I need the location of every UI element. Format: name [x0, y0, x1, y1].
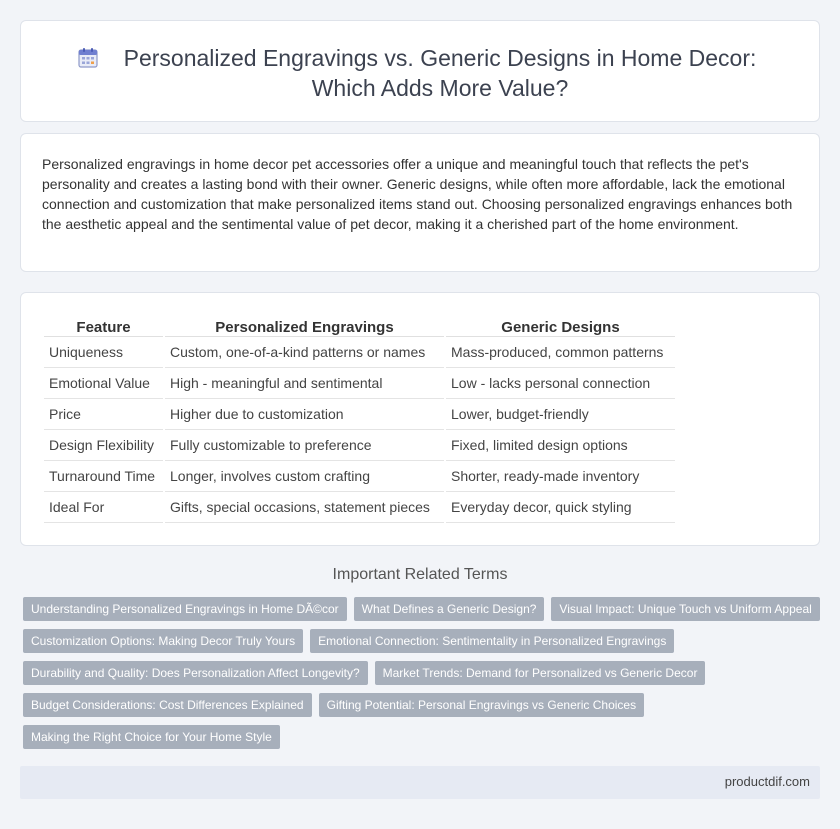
related-term-tag[interactable]: Making the Right Choice for Your Home Style	[23, 725, 280, 749]
related-term-tag[interactable]: Understanding Personalized Engravings in Home DÃ©cor	[23, 597, 347, 621]
table-cell: Price	[44, 399, 163, 430]
table-cell: Lower, budget-friendly	[446, 399, 675, 430]
table-cell: Emotional Value	[44, 368, 163, 399]
related-terms-heading: Important Related Terms	[332, 566, 508, 583]
column-header-generic: Generic Designs	[446, 316, 675, 337]
table-row	[44, 399, 675, 430]
related-term-tag[interactable]: Budget Considerations: Cost Differences Explained	[23, 693, 312, 717]
comparison-card	[20, 292, 820, 546]
table-cell: Longer, involves custom crafting	[165, 461, 444, 492]
related-term-tag[interactable]: Visual Impact: Unique Touch vs Uniform Appeal	[551, 597, 819, 621]
table-row	[44, 461, 675, 492]
table-row	[44, 492, 675, 523]
table-cell: Everyday decor, quick styling	[446, 492, 675, 523]
table-cell: Design Flexibility	[44, 430, 163, 461]
related-term-tag[interactable]: Emotional Connection: Sentimentality in Personalized Engravings	[310, 629, 674, 653]
comparison-table	[42, 316, 677, 523]
related-term-tag[interactable]: What Defines a Generic Design?	[354, 597, 545, 621]
table-cell: Custom, one-of-a-kind patterns or names	[165, 337, 444, 368]
table-cell: Low - lacks personal connection	[446, 368, 675, 399]
table-cell: Turnaround Time	[44, 461, 163, 492]
footer-site-link[interactable]: productdif.com	[724, 774, 810, 789]
intro-card	[20, 133, 820, 272]
intro-paragraph: Personalized engravings in home decor pet accessories offer a unique and meaningful touch that reflects the pet's personality and creates a lasting bond with their owner. Generic designs, while often more affordable, lack the emotional connection and customization that make personalized items stand out. Choosing personalized engravings enhances both the aesthetic appeal and the sentimental value of pet decor, making it a cherished part of the home environment.	[42, 156, 793, 232]
table-cell: Gifts, special occasions, statement pieces	[165, 492, 444, 523]
table-cell: Uniqueness	[44, 337, 163, 368]
table-cell: Shorter, ready-made inventory	[446, 461, 675, 492]
column-header-feature: Feature	[44, 316, 163, 337]
page-title: Personalized Engravings vs. Generic Designs in Home Decor: Which Adds More Value?	[123, 45, 757, 101]
table-row	[44, 368, 675, 399]
table-cell: Fully customizable to preference	[165, 430, 444, 461]
table-row	[44, 337, 675, 368]
title-card	[20, 20, 820, 122]
table-cell: High - meaningful and sentimental	[165, 368, 444, 399]
table-row	[44, 430, 675, 461]
table-cell: Higher due to customization	[165, 399, 444, 430]
table-cell: Mass-produced, common patterns	[446, 337, 675, 368]
table-cell: Ideal For	[44, 492, 163, 523]
table-cell: Fixed, limited design options	[446, 430, 675, 461]
column-header-personalized: Personalized Engravings	[165, 316, 444, 337]
related-term-tag[interactable]: Durability and Quality: Does Personalization Affect Longevity?	[23, 661, 368, 685]
related-term-tag[interactable]: Market Trends: Demand for Personalized vs Generic Decor	[375, 661, 706, 685]
related-term-tag[interactable]: Customization Options: Making Decor Truly Yours	[23, 629, 303, 653]
footer	[20, 766, 820, 799]
related-terms-list	[23, 597, 823, 757]
related-term-tag[interactable]: Gifting Potential: Personal Engravings vs Generic Choices	[319, 693, 645, 717]
table-header-row	[44, 316, 675, 337]
